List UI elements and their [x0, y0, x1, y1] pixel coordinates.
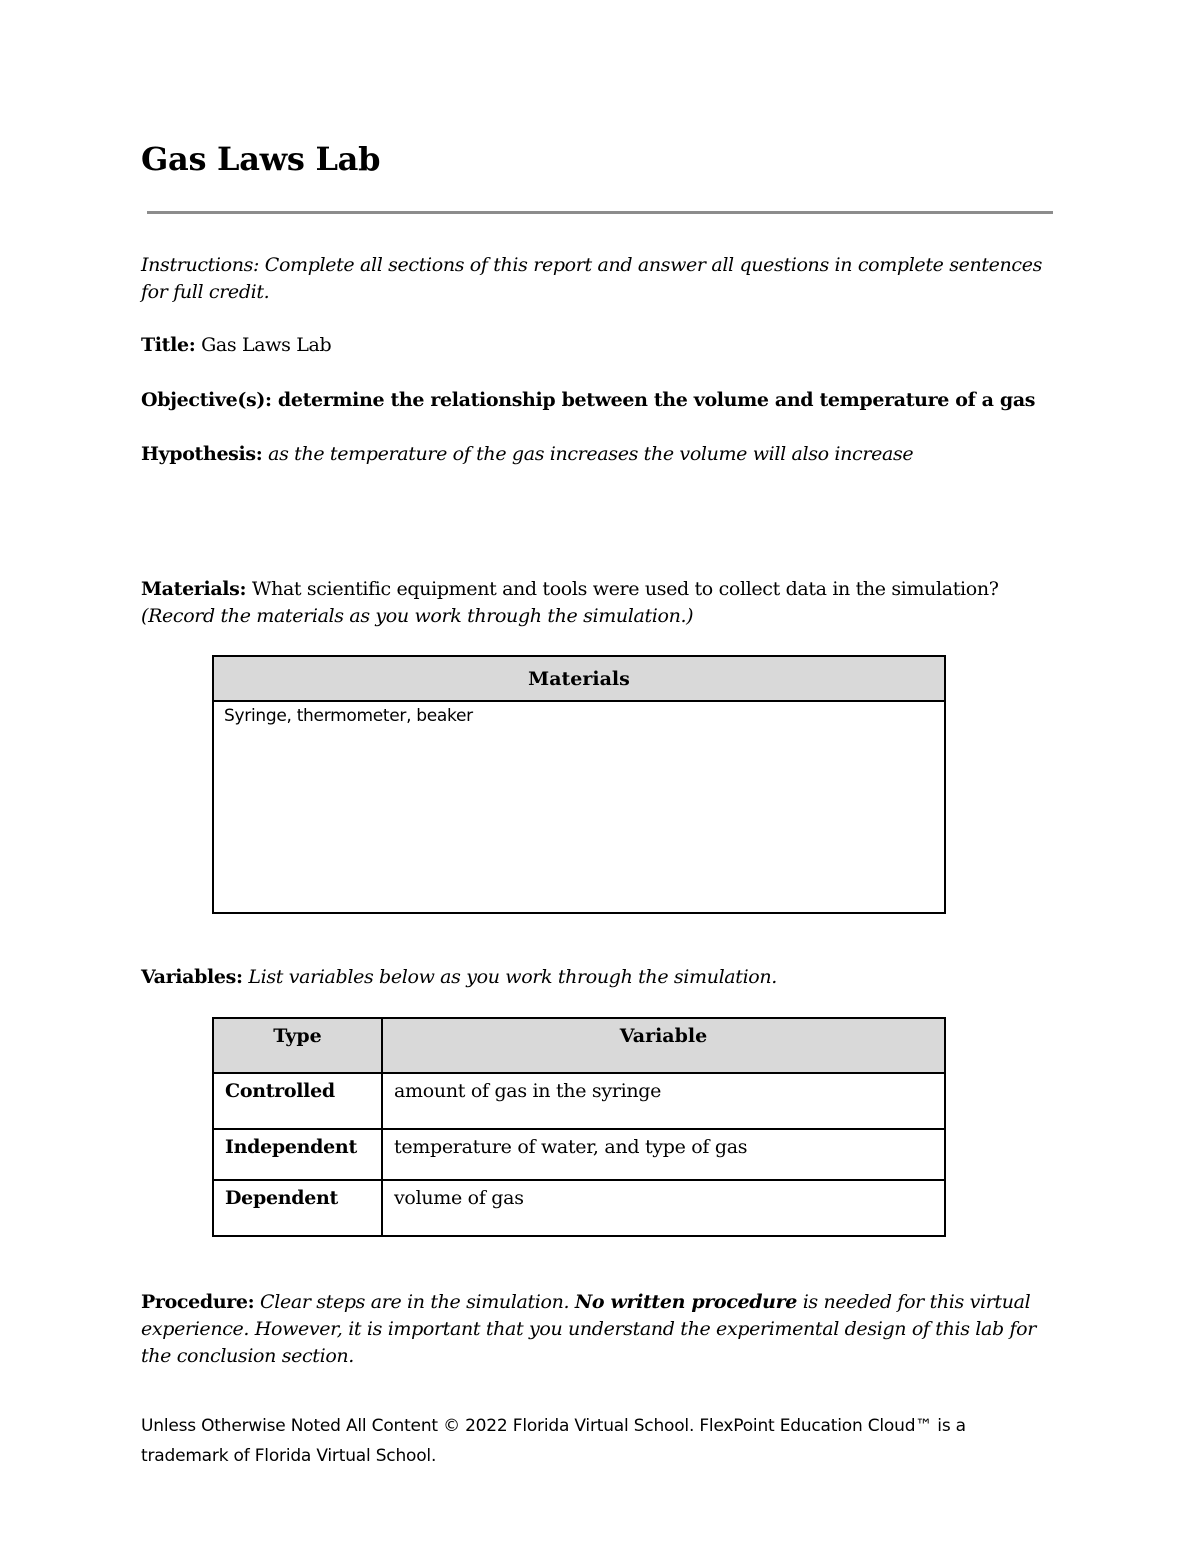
variable-type: Independent — [213, 1129, 382, 1180]
materials-section — [141, 576, 999, 630]
hypothesis-label: Hypothesis: — [141, 443, 263, 465]
variables-section — [141, 964, 777, 991]
table-row — [213, 1180, 945, 1236]
hypothesis-value: as the temperature of the gas increases the volume will also increase — [268, 443, 914, 465]
variables-table — [212, 1017, 946, 1237]
copyright-footer — [141, 1411, 966, 1471]
variable-value: volume of gas — [382, 1180, 945, 1236]
hypothesis — [141, 441, 913, 468]
instructions — [141, 252, 1042, 306]
title-field-label: Title: — [141, 334, 196, 356]
variables-label: Variables: — [141, 966, 243, 988]
page-title: Gas Laws Lab — [141, 140, 381, 178]
procedure-label: Procedure: — [141, 1291, 255, 1313]
procedure-section — [141, 1289, 1036, 1370]
procedure-text-1: Clear steps are in the simulation. — [260, 1291, 570, 1313]
instructions-line-1: Instructions: Complete all sections of this report and answer all questions in complete sentences — [141, 254, 1043, 276]
table-row — [213, 1129, 945, 1180]
objective — [141, 387, 1035, 414]
title-field — [141, 332, 331, 359]
objective-label: Objective(s): — [141, 389, 272, 411]
variable-type: Controlled — [213, 1073, 382, 1129]
procedure-emphasis: No written procedure — [574, 1291, 797, 1313]
materials-label: Materials: — [141, 578, 247, 600]
materials-table-header: Materials — [213, 656, 945, 701]
materials-table — [212, 655, 946, 914]
materials-note: (Record the materials as you work through the simulation.) — [141, 605, 694, 627]
variables-prompt: List variables below as you work through the simulation. — [248, 966, 777, 988]
variable-type: Dependent — [213, 1180, 382, 1236]
variables-header-variable: Variable — [382, 1018, 945, 1073]
table-row — [213, 1073, 945, 1129]
variable-value: temperature of water, and type of gas — [382, 1129, 945, 1180]
footer-line-1: Unless Otherwise Noted All Content © 2022 Florida Virtual School. FlexPoint Education Cloud™ is a — [141, 1416, 966, 1436]
materials-prompt: What scientific equipment and tools were used to collect data in the simulation? — [251, 578, 999, 600]
procedure-line-3: the conclusion section. — [141, 1345, 354, 1367]
variable-value: amount of gas in the syringe — [382, 1073, 945, 1129]
procedure-text-2: is needed for this virtual — [802, 1291, 1031, 1313]
objective-value: determine the relationship between the volume and temperature of a gas — [277, 389, 1036, 411]
procedure-line-2: experience. However, it is important that you understand the experimental design of this lab for — [141, 1318, 1036, 1340]
materials-table-value: Syringe, thermometer, beaker — [213, 701, 945, 913]
title-field-value: Gas Laws Lab — [201, 334, 332, 356]
title-divider — [147, 211, 1053, 214]
instructions-line-2: for full credit. — [141, 281, 270, 303]
variables-header-type: Type — [213, 1018, 382, 1073]
footer-line-2: trademark of Florida Virtual School. — [141, 1446, 437, 1466]
